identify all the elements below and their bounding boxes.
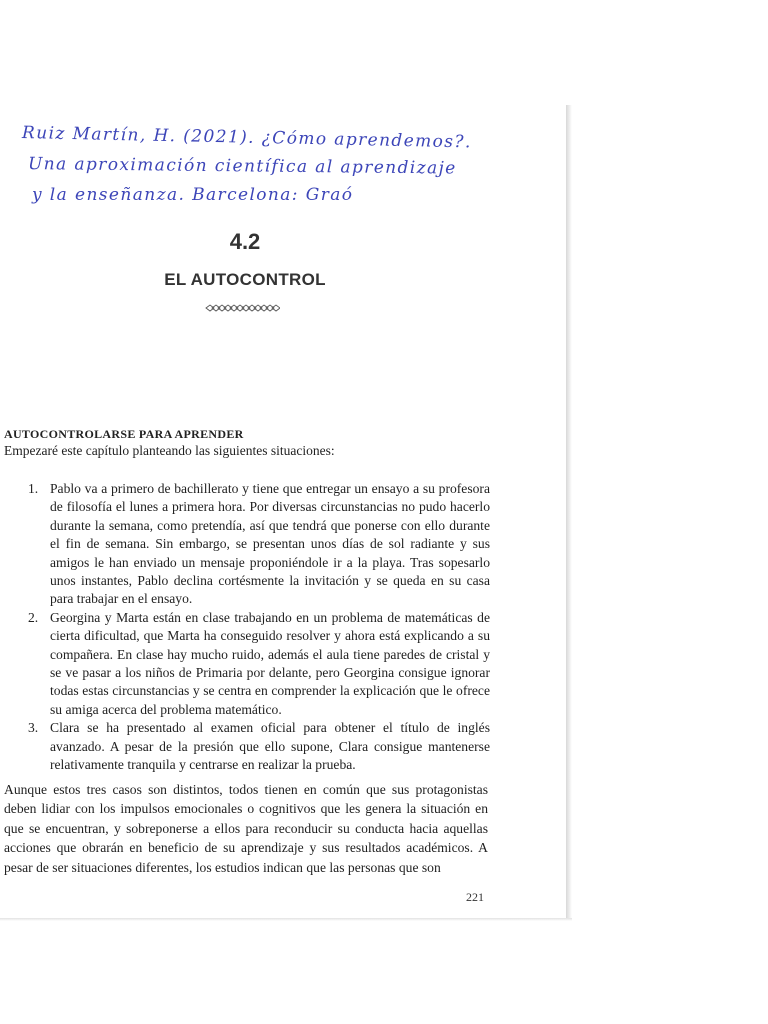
page-bottom-edge	[0, 918, 572, 921]
section-heading: AUTOCONTROLARSE PARA APRENDER	[4, 427, 244, 441]
chapter-number: 4.2	[229, 229, 261, 254]
list-item	[28, 719, 490, 774]
handwritten-line: y la enseñanza. Barcelona: Graó	[32, 185, 354, 205]
list-item-text: Pablo va a primero de bachillerato y tiene que entregar un ensayo a su profesora de filosofía el lunes a primera hora. Por diversas circunstancias no pudo hacerlo durante la semana, como pretendía, así que tendrá que ponerse con ello durante el fin de semana. Sin embargo, se presentan unos días de sol radiante y sus amigos le han enviado un mensaje proponiéndole ir a la playa. Tras sopesarlo unos instantes, Pablo declina cortésmente la invitación y se queda en su casa para trabajar en el ensayo.	[50, 481, 490, 607]
decorative-ornament	[204, 302, 280, 314]
intro-sentence: Empezaré este capítulo planteando las siguientes situaciones:	[4, 443, 335, 458]
page-edge-shadow	[566, 105, 572, 920]
list-item-number: 2.	[28, 609, 39, 625]
list-item-number: 1.	[28, 481, 39, 496]
handwritten-citation-note	[22, 118, 542, 211]
list-item-text: Clara se ha presentado al examen oficial para obtener el título de inglés avanzado. A pesar de la presión que ello supone, Clara consigue mantenerse relativamente tranquila y centrarse en realizar la prueba.	[50, 720, 490, 773]
situations-list	[28, 480, 490, 775]
handwritten-line: Ruiz Martín, H. (2021). ¿Cómo aprendemos?.	[21, 123, 472, 153]
closing-paragraph: Aunque estos tres casos son distintos, todos tienen en común que sus protagonistas deben lidiar con los impulsos emocionales o cognitivos que les genera la situación en que se encuentran, y sobreponerse a ellos para reconducir su conducta hacia aquellas acciones que obrarán en beneficio de su aprendizaje y sus resultados académicos. A pesar de ser situaciones diferentes, los estudios indican que las personas que son	[4, 782, 488, 875]
page-number: 221	[466, 890, 484, 904]
list-item-number: 3.	[28, 720, 39, 736]
handwritten-line: Una aproximación científica al aprendizaje	[27, 154, 457, 179]
list-item	[28, 609, 490, 719]
list-item	[28, 480, 490, 609]
chapter-title: EL AUTOCONTROL	[164, 270, 326, 289]
list-item-text: Georgina y Marta están en clase trabajando en un problema de matemáticas de cierta dificultad, que Marta ha conseguido resolver y ahora está explicando a su compañera. En clase hay mucho ruido, además el aula tiene paredes de cristal y se ve pasar a los niños de Primaria por delante, pero Georgina consigue ignorar todas estas circunstancias y se centra en comprender la explicación que le ofrece su amiga acerca del problema matemático.	[50, 609, 490, 717]
